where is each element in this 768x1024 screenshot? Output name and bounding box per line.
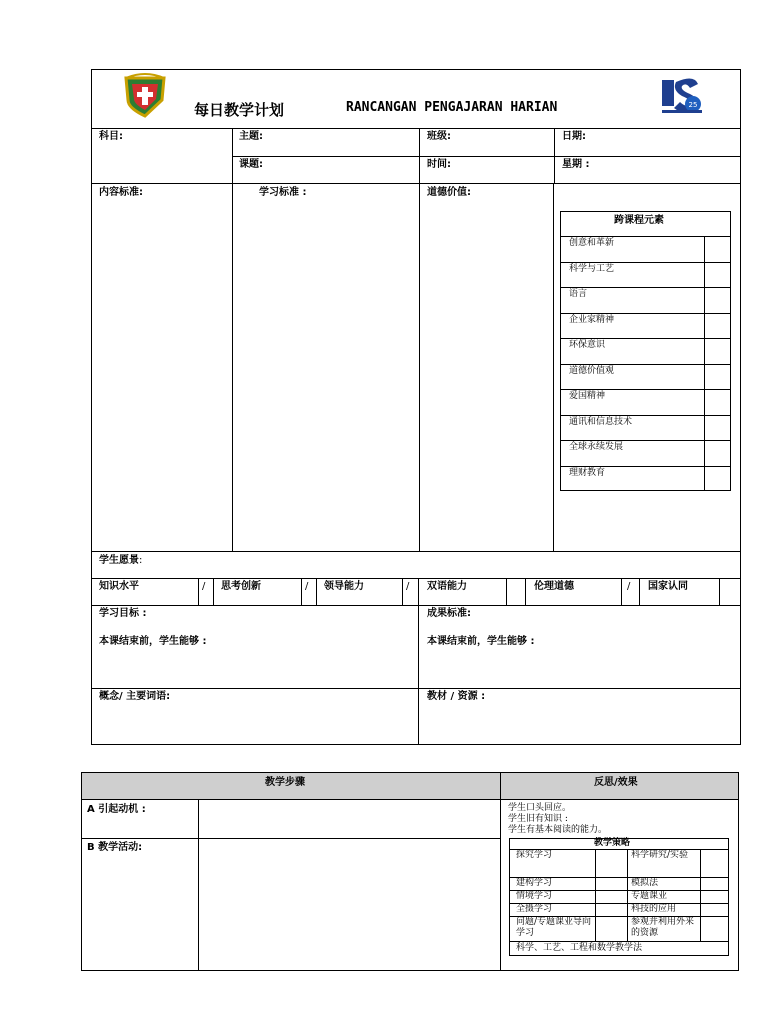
step-a-label: A 引起动机 :: [87, 804, 146, 815]
subject-label: 科目:: [99, 131, 123, 142]
learning-objective-sub: 本课结束前，学生能够 :: [99, 636, 207, 647]
title-chinese: 每日教学计划: [194, 101, 285, 119]
aspiration-item: 国家认同: [648, 581, 688, 592]
time-label: 时间:: [427, 159, 451, 170]
aspiration-item: 思考创新: [221, 581, 261, 592]
cross-curriculum-item: 理财教育: [569, 468, 606, 478]
class-label: 班级:: [427, 131, 451, 142]
concepts-label: 概念/ 主要词语:: [99, 691, 171, 702]
strategies-title: 教学策略: [594, 838, 631, 848]
strategy-right: 科学研究/实验: [631, 850, 689, 860]
svg-text:25: 25: [688, 101, 698, 109]
cross-curriculum-item: 科学与工艺: [569, 264, 615, 274]
moral-value-label: 道德价值:: [427, 187, 471, 198]
reflection-line-1: 学生口头回应。: [508, 803, 572, 813]
strategy-left: 建构学习: [516, 878, 553, 888]
step-b-label: B 教学活动:: [87, 842, 143, 853]
aspiration-check-mark: /: [202, 581, 206, 592]
topic-label: 课题:: [239, 159, 263, 170]
strategy-right: 模拟法: [631, 878, 659, 888]
title-malay: RANCANGAN PENGAJARAN HARIAN: [346, 100, 558, 115]
success-criteria-label: 成果标准:: [427, 608, 471, 619]
table-header-row: [82, 773, 738, 800]
anniversary-logo: [660, 74, 704, 116]
reflection-line-3: 学生有基本阅读的能力。: [508, 825, 608, 835]
theme-label: 主题:: [239, 131, 263, 142]
cross-curriculum-item: 道德价值观: [569, 366, 615, 376]
strategy-left: 全摄学习: [516, 904, 553, 914]
aspiration-check-mark: /: [406, 581, 410, 592]
cross-curriculum-item: 企业家精神: [569, 315, 615, 325]
aspiration-item: 领导能力: [324, 581, 364, 592]
cross-curriculum-item: 语言: [569, 289, 588, 299]
reflection-line-2: 学生旧有知识 :: [508, 814, 568, 824]
strategy-left: 问题/专题课业导向学习: [516, 917, 592, 938]
cross-curriculum-item: 爱国精神: [569, 391, 606, 401]
date-label: 日期:: [562, 131, 586, 142]
strategy-left: 情境学习: [516, 891, 553, 901]
steps-header: 教学步骤: [265, 777, 305, 788]
aspiration-item: 双语能力: [427, 581, 467, 592]
aspiration-check-mark: /: [305, 581, 309, 592]
learning-objective-label: 学习目标 :: [99, 608, 147, 619]
day-label: 星期 :: [562, 159, 590, 170]
school-crest-logo: [122, 72, 168, 118]
strategy-right: 参观并利用外来的资源: [631, 917, 695, 938]
cross-curriculum-item: 通讯和信息技术: [569, 417, 633, 427]
success-criteria-sub: 本课结束前，学生能够 :: [427, 636, 535, 647]
content-standard-label: 内容标准:: [99, 187, 143, 198]
reflection-header: 反思/效果: [594, 777, 638, 788]
strategy-footer: 科学、工艺、工程和数学教学法: [516, 943, 643, 953]
aspiration-item: 伦理道德: [534, 581, 574, 592]
strategy-left: 探究学习: [516, 850, 553, 860]
cross-curriculum-item: 环保意识: [569, 340, 606, 350]
aspiration-item: 知识水平: [99, 581, 139, 592]
materials-label: 教材 / 资源 :: [427, 691, 486, 702]
strategy-right: 专题课业: [631, 891, 668, 901]
cross-curriculum-title: 跨课程元素: [614, 215, 664, 226]
aspiration-check-mark: /: [627, 581, 631, 592]
strategy-right: 科技的应用: [631, 904, 677, 914]
aspirations-label: 学生愿景:: [99, 555, 143, 566]
cross-curriculum-item: 创意和革新: [569, 238, 615, 248]
learning-standard-label: 学习标准 :: [259, 187, 307, 198]
cross-curriculum-item: 全球永续发展: [569, 442, 624, 452]
